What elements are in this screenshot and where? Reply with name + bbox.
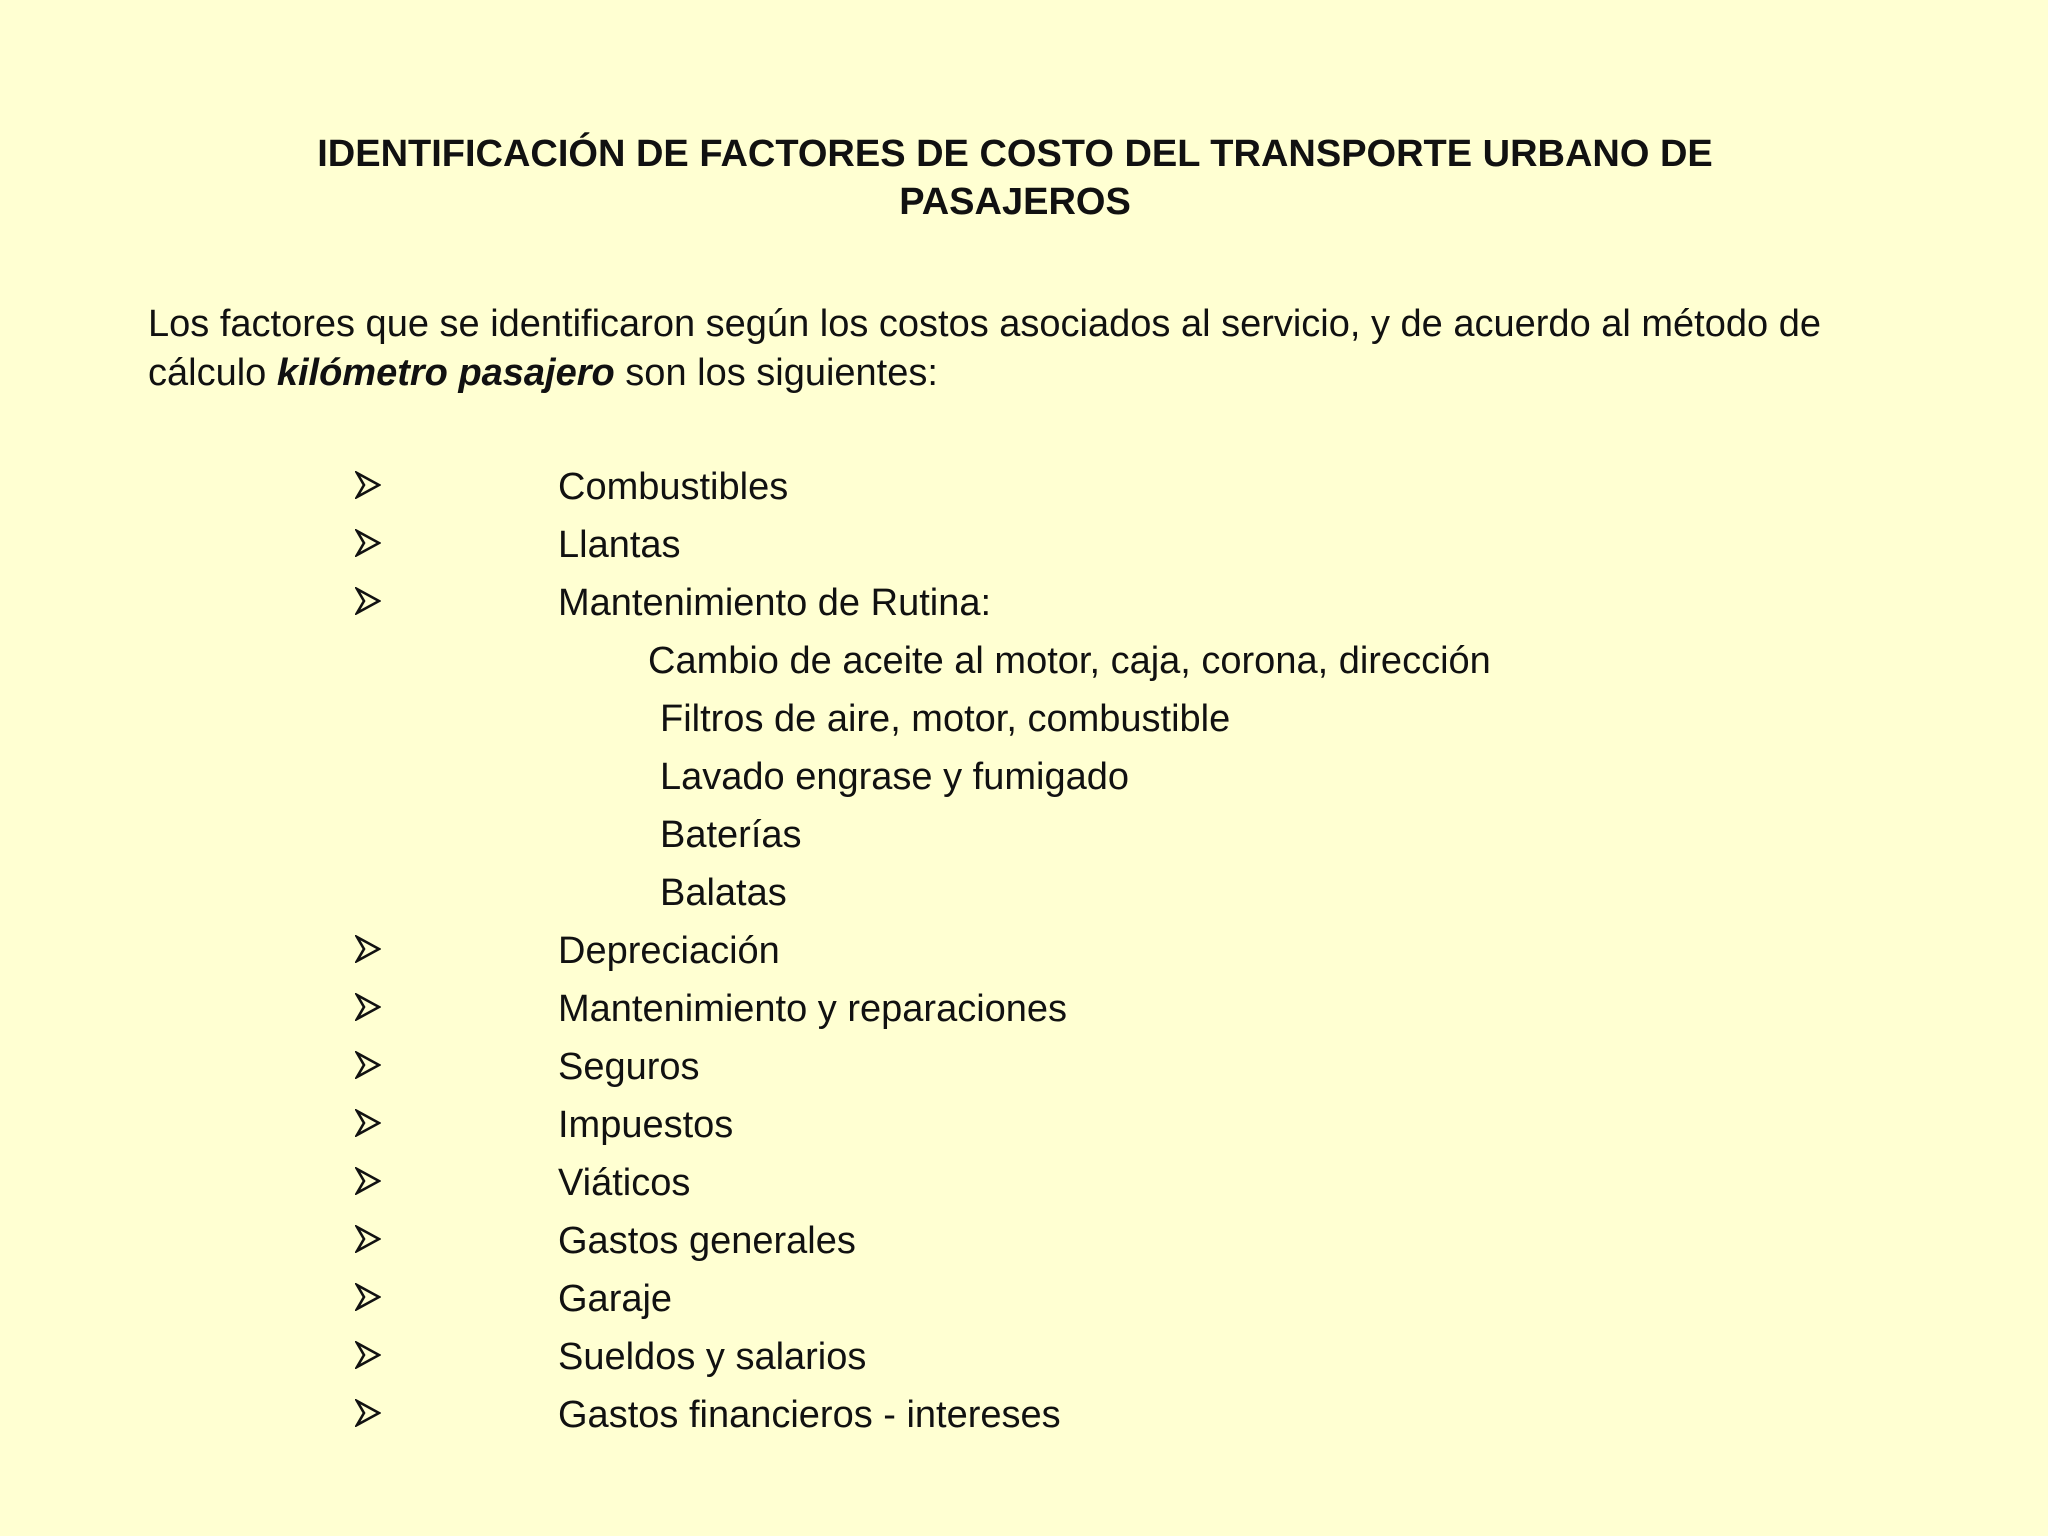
sub-list-item-label: Baterías bbox=[660, 814, 802, 856]
list-item-label: Gastos financieros - intereses bbox=[558, 1394, 1061, 1436]
list-item bbox=[0, 1386, 2048, 1444]
list-item-label: Gastos generales bbox=[558, 1220, 856, 1262]
list-item-label: Depreciación bbox=[558, 930, 780, 972]
arrowhead-bullet-icon bbox=[355, 587, 381, 615]
list-item bbox=[0, 922, 2048, 980]
sub-list-item bbox=[0, 806, 2048, 864]
intro-text-before: Los factores que se identificaron según los costos asociados al servicio, y de acuerdo al método de cálculo bbox=[148, 303, 1821, 394]
arrowhead-bullet-icon bbox=[355, 1341, 381, 1369]
list-item bbox=[0, 1328, 2048, 1386]
list-item-label: Impuestos bbox=[558, 1104, 734, 1146]
list-item-label: Mantenimiento de Rutina: bbox=[558, 582, 992, 624]
arrowhead-bullet-icon bbox=[355, 1283, 381, 1311]
arrowhead-bullet-icon bbox=[355, 1167, 381, 1195]
sub-list-item bbox=[0, 748, 2048, 806]
list-item-label: Mantenimiento y reparaciones bbox=[558, 988, 1068, 1030]
list-item bbox=[0, 1212, 2048, 1270]
list-item bbox=[0, 980, 2048, 1038]
arrowhead-bullet-icon bbox=[355, 1225, 381, 1253]
list-item bbox=[0, 574, 2048, 632]
sub-list-item-label: Cambio de aceite al motor, caja, corona, dirección bbox=[648, 640, 1491, 682]
intro-emphasis: kilómetro pasajero bbox=[276, 352, 615, 394]
list-item bbox=[0, 1038, 2048, 1096]
arrowhead-bullet-icon bbox=[355, 993, 381, 1021]
list-item-label: Combustibles bbox=[558, 466, 789, 508]
list-item-label: Sueldos y salarios bbox=[558, 1336, 867, 1378]
list-item bbox=[0, 1154, 2048, 1212]
sub-list-item bbox=[0, 690, 2048, 748]
page-title bbox=[240, 130, 1790, 226]
list-item bbox=[0, 516, 2048, 574]
title-line-2: PASAJEROS bbox=[899, 181, 1131, 223]
arrowhead-bullet-icon bbox=[355, 1399, 381, 1427]
arrowhead-bullet-icon bbox=[355, 1051, 381, 1079]
arrowhead-bullet-icon bbox=[355, 935, 381, 963]
sub-list-item-label: Filtros de aire, motor, combustible bbox=[660, 698, 1231, 740]
list-item-label: Seguros bbox=[558, 1046, 700, 1088]
list-item-label: Llantas bbox=[558, 524, 681, 566]
intro-text-after: son los siguientes: bbox=[614, 352, 938, 394]
sub-list-item bbox=[0, 864, 2048, 922]
arrowhead-bullet-icon bbox=[355, 471, 381, 499]
list-item bbox=[0, 458, 2048, 516]
arrowhead-bullet-icon bbox=[355, 529, 381, 557]
list-item bbox=[0, 1096, 2048, 1154]
intro-paragraph bbox=[148, 300, 1948, 398]
arrowhead-bullet-icon bbox=[355, 1109, 381, 1137]
list-item bbox=[0, 1270, 2048, 1328]
title-line-1: IDENTIFICACIÓN DE FACTORES DE COSTO DEL TRANSPORTE URBANO DE bbox=[317, 133, 1713, 175]
sub-list-item-label: Balatas bbox=[660, 872, 787, 914]
sub-list-item-label: Lavado engrase y fumigado bbox=[660, 756, 1129, 798]
list-item-label: Viáticos bbox=[558, 1162, 691, 1204]
sub-list-item bbox=[0, 632, 2048, 690]
list-item-label: Garaje bbox=[558, 1278, 673, 1320]
